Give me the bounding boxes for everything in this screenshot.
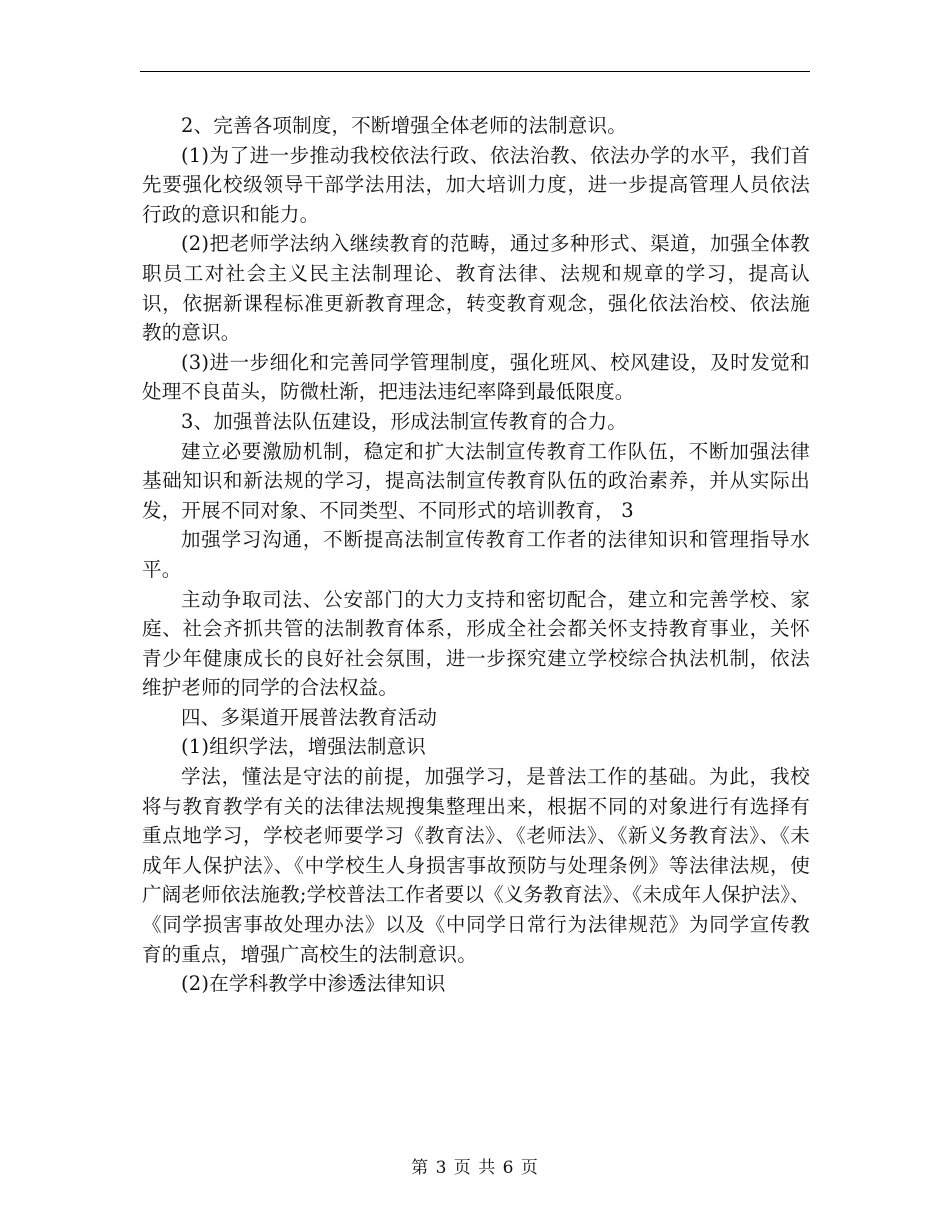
subsection-heading: (1)组织学法，增强法制意识 [181, 735, 426, 759]
paragraph: (3)进一步细化和完善同学管理制度，强化班风、校风建设，及时发觉和处理不良苗头，防微杜渐，把违法违纪率降到最低限度。 [142, 350, 810, 404]
document-body [142, 111, 810, 999]
header-rule [140, 71, 810, 72]
paragraph: 2、完善各项制度，不断增强全体老师的法制意识。 [181, 114, 628, 137]
paragraph: 学法，懂法是守法的前提，加强学习，是普法工作的基础。为此，我校将与教育教学有关的法律法规搜集整理出来，根据不同的对象进行有选择有重点地学习，学校老师要学习《教育法》、《老师法》、《新义务教育法》、《未成年人保护法》、《中学校生人身损害事故预防与处理条例》等法律法规，使广阔老师依法施教;学校普法工作者要以《义务教育法》、《未成年人保护法》、《同学损害事故处理办法》以及《中同学日常行为法律规范》为同学宣传教育的重点，增强广高校生的法制意识。 [142, 765, 810, 966]
subsection-heading: (2)在学科教学中渗透法律知识 [181, 972, 446, 996]
paragraph: 加强学习沟通，不断提高法制宣传教育工作者的法律知识和管理指导水平。 [142, 528, 810, 581]
paragraph: (2)把老师学法纳入继续教育的范畴，通过多种形式、渠道，加强全体教职员工对社会主义民主法制理论、教育法律、法规和规章的学习，提高认识，依据新课程标准更新教育理念，转变教育观念，强化依法治校、依法施教的意识。 [142, 232, 810, 345]
page-number-footer: 第 3 页 共 6 页 [411, 1158, 539, 1178]
paragraph: 建立必要激励机制，稳定和扩大法制宣传教育工作队伍，不断加强法律基础知识和新法规的学习，提高法制宣传教育队伍的政治素养，并从实际出发，开展不同对象、不同类型、不同形式的培训教育， 3 [142, 439, 810, 522]
paragraph: 主动争取司法、公安部门的大力支持和密切配合，建立和完善学校、家庭、社会齐抓共管的法制教育体系，形成全社会都关怀支持教育事业，关怀青少年健康成长的良好社会氛围，进一步探究建立学校综合执法机制，依法维护老师的同学的合法权益。 [142, 587, 810, 700]
paragraph: (1)为了进一步推动我校依法行政、依法治教、依法办学的水平，我们首先要强化校级领导干部学法用法，加大培训力度，进一步提高管理人员依法行政的意识和能力。 [142, 143, 810, 226]
section-heading: 四、多渠道开展普法教育活动 [181, 705, 438, 729]
paragraph: 3、加强普法队伍建设，形成法制宣传教育的合力。 [181, 409, 628, 433]
